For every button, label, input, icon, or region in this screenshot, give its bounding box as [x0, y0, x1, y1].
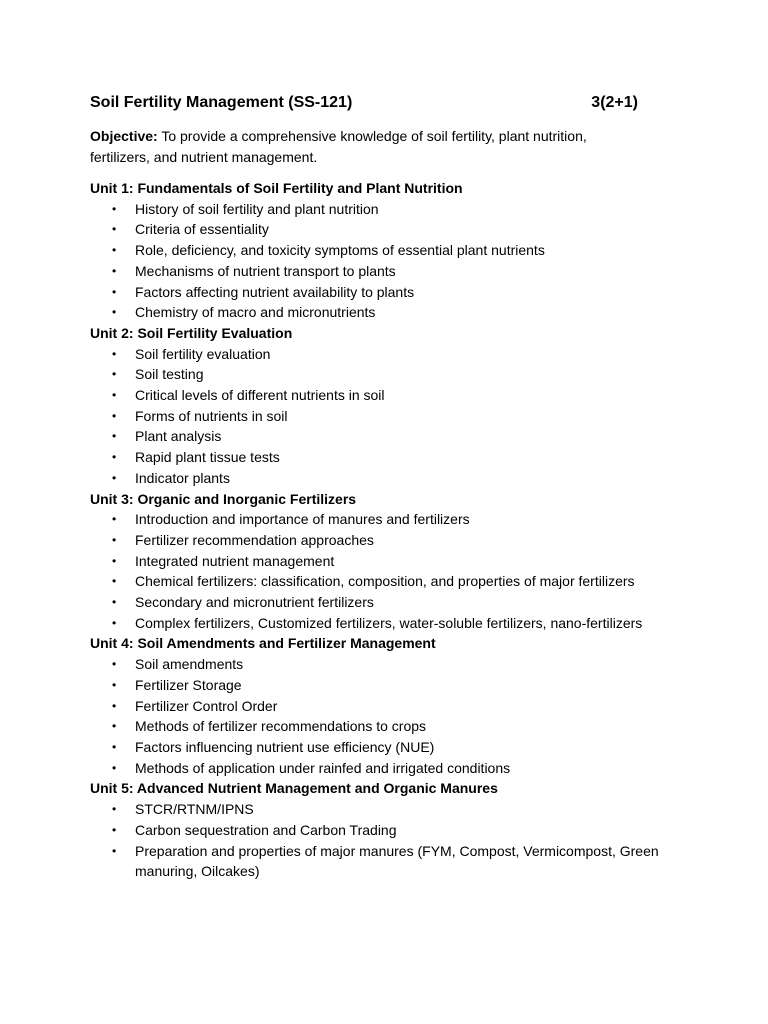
list-item-text: Factors influencing nutrient use efficiency (NUE)	[135, 738, 435, 755]
bullet-icon: •	[112, 450, 117, 465]
list-item-text: Indicator plants	[135, 469, 230, 486]
list-item-text: Criteria of essentiality	[135, 221, 269, 238]
bullet-icon: •	[112, 615, 117, 630]
list-item-text: Methods of fertilizer recommendations to crops	[135, 718, 427, 735]
unit-heading: Unit 3: Organic and Inorganic Fertilizers	[90, 490, 357, 507]
document-page	[90, 90, 690, 882]
list-item	[90, 199, 675, 220]
objective-label: Objective:	[90, 128, 158, 144]
list-item-text: Soil testing	[135, 366, 204, 383]
unit-item-list	[90, 344, 690, 489]
bullet-icon: •	[112, 532, 117, 547]
unit-item-list	[90, 654, 690, 778]
bullet-icon: •	[112, 595, 117, 610]
list-item	[90, 654, 675, 675]
list-item	[90, 613, 675, 634]
list-item	[90, 737, 675, 758]
bullet-icon: •	[112, 222, 117, 237]
bullet-icon: •	[112, 263, 117, 278]
list-item	[90, 675, 675, 696]
list-item-text: Secondary and micronutrient fertilizers	[135, 594, 374, 611]
list-item	[90, 261, 675, 282]
list-item	[90, 530, 675, 551]
bullet-icon: •	[112, 305, 117, 320]
list-item-text: Chemical fertilizers: classification, composition, and properties of major fertilizers	[135, 573, 635, 590]
bullet-icon: •	[112, 553, 117, 568]
unit-section	[90, 633, 690, 778]
bullet-icon: •	[112, 739, 117, 754]
course-title: Soil Fertility Management (SS-121)	[90, 94, 353, 111]
list-item	[90, 426, 675, 447]
list-item-text: Complex fertilizers, Customized fertilizers, water-soluble fertilizers, nano-fertilizers	[135, 614, 643, 631]
bullet-icon: •	[112, 201, 117, 216]
title-row	[90, 90, 638, 116]
bullet-icon: •	[112, 698, 117, 713]
list-item-text: Plant analysis	[135, 428, 222, 445]
unit-heading: Unit 2: Soil Fertility Evaluation	[90, 324, 293, 341]
list-item-text: Chemistry of macro and micronutrients	[135, 304, 376, 321]
list-item	[90, 841, 675, 882]
unit-item-list	[90, 199, 690, 323]
bullet-icon: •	[112, 243, 117, 258]
list-item	[90, 240, 675, 261]
list-item	[90, 799, 675, 820]
bullet-icon: •	[112, 429, 117, 444]
course-credits: 3(2+1)	[591, 94, 638, 111]
units-container	[90, 178, 690, 882]
list-item	[90, 509, 675, 530]
objective-text: To provide a comprehensive knowledge of soil fertility, plant nutrition, fertilizers, and nutrient management.	[90, 128, 587, 165]
bullet-icon: •	[112, 388, 117, 403]
list-item	[90, 447, 675, 468]
bullet-icon: •	[112, 512, 117, 527]
list-item	[90, 551, 675, 572]
list-item-text: Integrated nutrient management	[135, 552, 335, 569]
unit-heading: Unit 4: Soil Amendments and Fertilizer Management	[90, 635, 436, 652]
unit-heading: Unit 5: Advanced Nutrient Management and Organic Manures	[90, 780, 498, 797]
list-item-text: Fertilizer Control Order	[135, 697, 278, 714]
list-item	[90, 282, 675, 303]
list-item-text: Fertilizer recommendation approaches	[135, 531, 374, 548]
list-item-text: Forms of nutrients in soil	[135, 407, 288, 424]
list-item-text: History of soil fertility and plant nutrition	[135, 200, 379, 217]
bullet-icon: •	[112, 470, 117, 485]
list-item-text: Mechanisms of nutrient transport to plants	[135, 262, 396, 279]
list-item	[90, 468, 675, 489]
bullet-icon: •	[112, 346, 117, 361]
list-item	[90, 385, 675, 406]
list-item-text: Rapid plant tissue tests	[135, 449, 280, 466]
bullet-icon: •	[112, 760, 117, 775]
list-item	[90, 302, 675, 323]
list-item-text: Role, deficiency, and toxicity symptoms of essential plant nutrients	[135, 242, 545, 259]
list-item	[90, 344, 675, 365]
bullet-icon: •	[112, 677, 117, 692]
list-item	[90, 592, 675, 613]
list-item-text: Fertilizer Storage	[135, 676, 242, 693]
list-item	[90, 758, 675, 779]
list-item	[90, 716, 675, 737]
bullet-icon: •	[112, 284, 117, 299]
unit-item-list	[90, 799, 690, 882]
list-item	[90, 364, 675, 385]
list-item-text: Methods of application under rainfed and irrigated conditions	[135, 759, 511, 776]
list-item-text: Carbon sequestration and Carbon Trading	[135, 821, 397, 838]
list-item	[90, 696, 675, 717]
list-item	[90, 219, 675, 240]
bullet-icon: •	[112, 408, 117, 423]
unit-section	[90, 323, 690, 489]
objective-paragraph	[90, 126, 650, 168]
list-item	[90, 406, 675, 427]
list-item	[90, 571, 675, 592]
bullet-icon: •	[112, 719, 117, 734]
bullet-icon: •	[112, 822, 117, 837]
bullet-icon: •	[112, 802, 117, 817]
list-item-text: Preparation and properties of major manures (FYM, Compost, Vermicompost, Green manuring, Oilcakes)	[135, 842, 659, 880]
bullet-icon: •	[112, 843, 117, 858]
list-item-text: STCR/RTNM/IPNS	[135, 801, 254, 818]
unit-heading: Unit 1: Fundamentals of Soil Fertility and Plant Nutrition	[90, 180, 463, 196]
list-item-text: Introduction and importance of manures and fertilizers	[135, 511, 470, 528]
unit-item-list	[90, 509, 690, 633]
list-item-text: Soil fertility evaluation	[135, 345, 271, 362]
bullet-icon: •	[112, 367, 117, 382]
bullet-icon: •	[112, 574, 117, 589]
unit-section	[90, 778, 690, 882]
bullet-icon: •	[112, 657, 117, 672]
list-item-text: Factors affecting nutrient availability to plants	[135, 283, 415, 300]
unit-section	[90, 489, 690, 634]
unit-section	[90, 178, 690, 323]
list-item-text: Soil amendments	[135, 656, 244, 673]
list-item-text: Critical levels of different nutrients in soil	[135, 387, 385, 404]
list-item	[90, 820, 675, 841]
